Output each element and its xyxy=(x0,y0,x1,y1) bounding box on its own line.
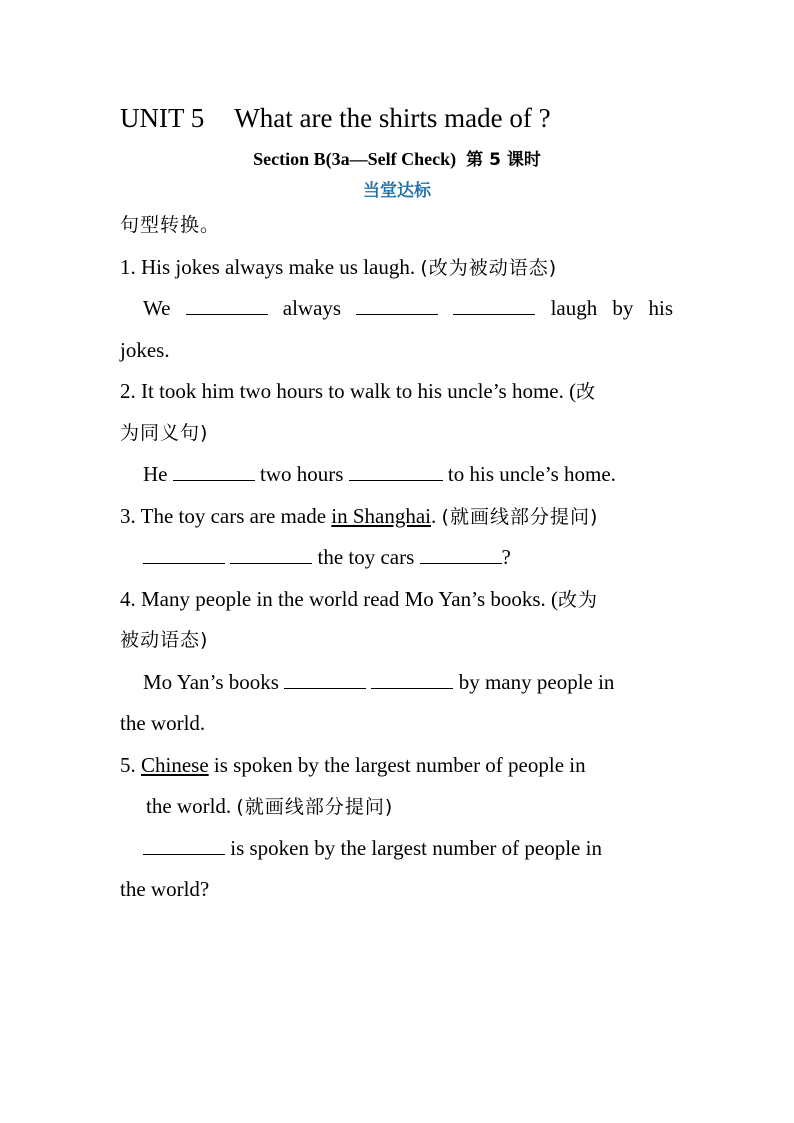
answer-blank[interactable] xyxy=(284,670,366,689)
practice-label: 当堂达标 xyxy=(363,181,431,201)
instruction: 句型转换。 xyxy=(120,214,221,236)
section-heading xyxy=(0,147,794,172)
answer-5-cont: the world? xyxy=(120,877,210,901)
exercise-body xyxy=(120,205,673,911)
answer-blank[interactable] xyxy=(173,462,255,481)
question-2-cont: 为同义句) xyxy=(120,421,209,444)
answer-blank[interactable] xyxy=(420,545,502,564)
answer-blank[interactable] xyxy=(453,296,535,315)
question-4-cont: 被动语态) xyxy=(120,629,209,651)
answer-blank[interactable] xyxy=(230,545,312,564)
question-3: 3. The toy cars are made in Shanghai. (就画线部分提问) xyxy=(120,503,599,528)
section-name: Section B(3a—Self Check) xyxy=(253,149,457,169)
unit-number: UNIT 5 xyxy=(120,103,205,133)
question-5-cont: the world. (就画线部分提问) xyxy=(146,794,394,818)
answer-2: He two hours to his uncle’s home. xyxy=(143,462,616,486)
unit-question: What are the shirts made of ? xyxy=(234,103,551,133)
question-4: 4. Many people in the world read Mo Yan’s books. (改为 xyxy=(120,586,599,611)
lesson-number: 第 5 课时 xyxy=(466,150,541,170)
answer-4: Mo Yan’s books by many people in xyxy=(143,669,615,694)
question-5: 5. Chinese is spoken by the largest number of people in xyxy=(120,752,586,777)
underlined-phrase: in Shanghai xyxy=(331,503,432,528)
answer-5: is spoken by the largest number of people in xyxy=(120,828,673,870)
unit-title xyxy=(120,101,680,135)
answer-3: the toy cars ? xyxy=(120,537,673,579)
answer-blank[interactable] xyxy=(143,545,225,564)
underlined-phrase: Chinese xyxy=(141,752,209,777)
answer-blank[interactable] xyxy=(143,836,225,855)
answer-blank[interactable] xyxy=(356,296,438,315)
answer-1: We always laugh by his xyxy=(143,296,674,320)
answer-4-cont: the world. xyxy=(120,711,206,735)
question-1: 1. His jokes always make us laugh. (改为被动语态) xyxy=(120,254,558,279)
answer-blank[interactable] xyxy=(186,296,268,315)
answer-blank[interactable] xyxy=(349,462,443,481)
answer-1-cont: jokes. xyxy=(120,337,170,362)
question-2: 2. It took him two hours to walk to his uncle’s home. (改 xyxy=(120,379,597,403)
answer-blank[interactable] xyxy=(371,670,453,689)
